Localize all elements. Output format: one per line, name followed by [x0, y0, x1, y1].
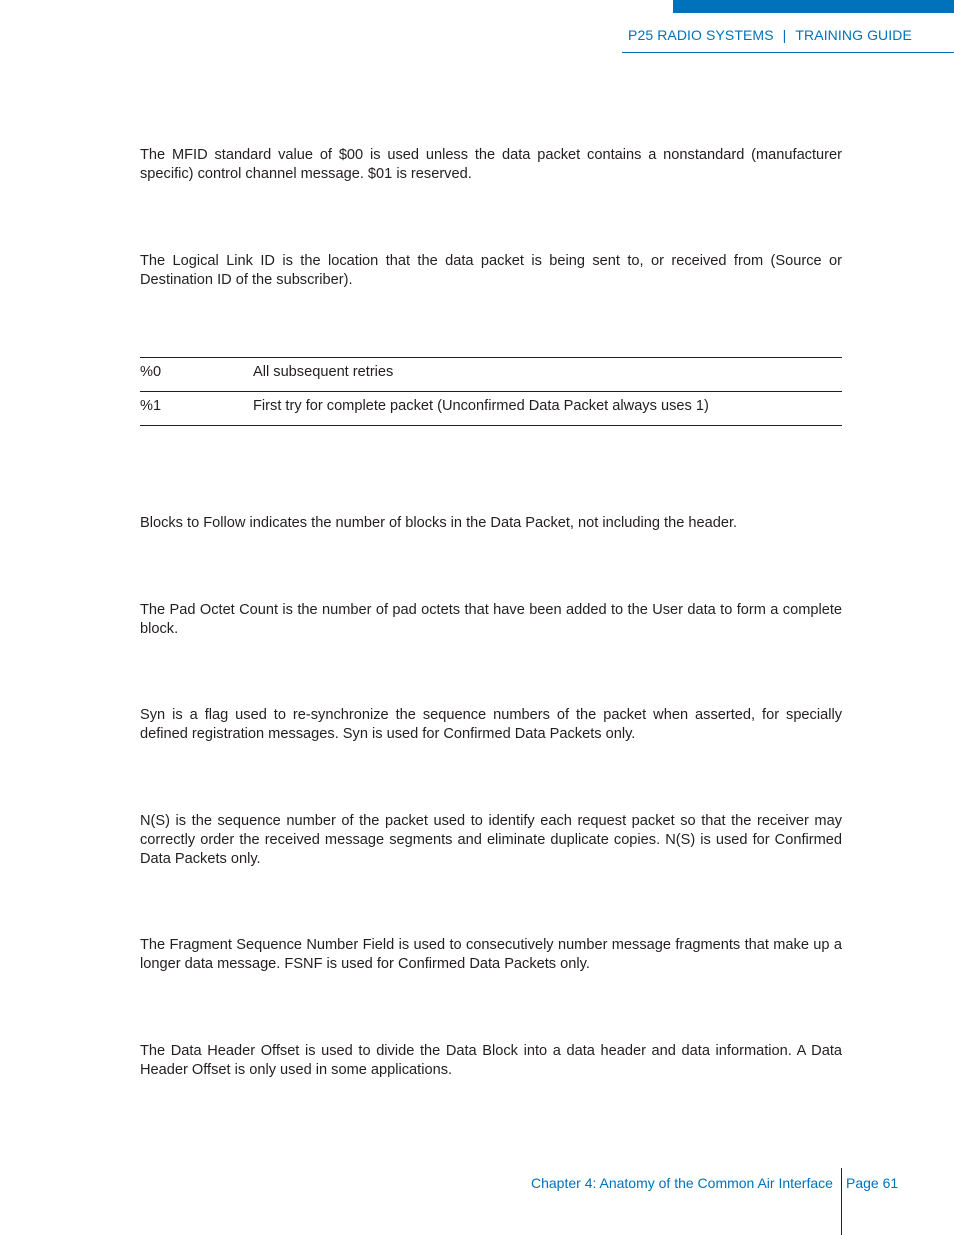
header-subtitle: TRAINING GUIDE: [795, 27, 912, 43]
pad-octet-paragraph: The Pad Octet Count is the number of pad octets that have been added to the User data to form a complete block.: [140, 602, 842, 637]
page-number: Page 61: [846, 1175, 899, 1191]
ns-paragraph: N(S) is the sequence number of the packet used to identify each request packet so that the receiver may correctly order the received message segments and eliminate duplicate copies. N(S) is used for Confirmed Data Packets only.: [140, 813, 842, 867]
syn-paragraph: Syn is a flag used to re-synchronize the sequence numbers of the packet when asserted, for specially defined registration messages. Syn is used for Confirmed Data Packets only.: [140, 707, 842, 742]
llid-paragraph: The Logical Link ID is the location that the data packet is being sent to, or received from (Source or Destination ID of the subscriber).: [140, 253, 842, 288]
table-code: %1: [140, 398, 162, 414]
blocks-paragraph: Blocks to Follow indicates the number of blocks in the Data Packet, not including the header.: [140, 515, 738, 531]
table-row: [140, 357, 842, 391]
table-row: [140, 391, 842, 426]
table-description: All subsequent retries: [253, 364, 394, 380]
footer-rule: [841, 1168, 842, 1235]
running-header: [628, 27, 912, 43]
retry-table: [140, 357, 842, 426]
footer-chapter-title: Chapter 4: Anatomy of the Common Air Interface: [531, 1175, 833, 1191]
mfid-paragraph: The MFID standard value of $00 is used unless the data packet contains a nonstandard (manufacturer specific) control channel message. $01 is reserved.: [140, 147, 842, 182]
header-title: P25 RADIO SYSTEMS: [628, 27, 774, 43]
header-rule: [622, 52, 954, 53]
header-accent-bar: [673, 0, 954, 13]
fsnf-paragraph: The Fragment Sequence Number Field is used to consecutively number message fragments that make up a longer data message. FSNF is used for Confirmed Data Packets only.: [140, 937, 842, 972]
data-header-offset-paragraph: The Data Header Offset is used to divide the Data Block into a data header and data information. A Data Header Offset is only used in some applications.: [140, 1043, 842, 1078]
header-separator: |: [782, 27, 787, 43]
table-description: First try for complete packet (Unconfirmed Data Packet always uses 1): [253, 398, 709, 414]
table-code: %0: [140, 364, 162, 380]
